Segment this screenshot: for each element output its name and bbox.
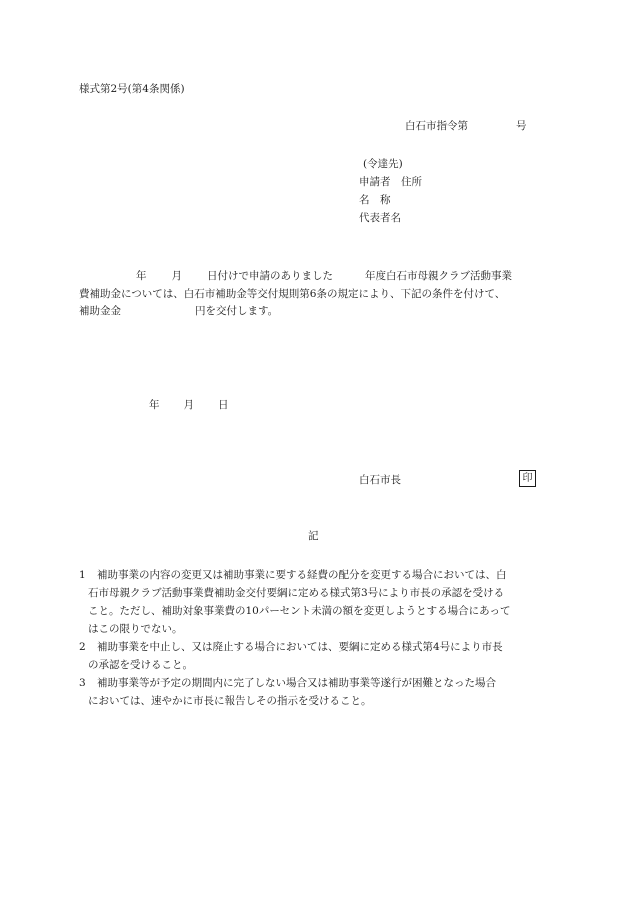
applicant-address-label: 申請者 住所 <box>359 176 422 188</box>
condition-item <box>79 674 549 710</box>
condition-line: はこの限りでない。 <box>88 623 183 635</box>
form-number: 様式第2号(第4条関係) <box>79 83 185 95</box>
body-date-phrase: 日付けで申請のありました <box>207 270 333 282</box>
body-line-3 <box>79 303 551 321</box>
order-number-prefix: 白石市指令第 <box>405 120 468 132</box>
body-amount-suffix: 円を交付します。 <box>195 305 279 317</box>
condition-item <box>79 638 549 674</box>
body-month: 月 <box>171 270 182 282</box>
condition-number: 3 <box>79 677 86 689</box>
condition-text <box>88 638 549 674</box>
condition-line: においては、速やかに市長に報告しその指示を受けること。 <box>88 695 372 707</box>
issue-date <box>149 400 229 411</box>
condition-line: 補助事業等が予定の期間内に完了しない場合又は補助事業等遂行が困難となった場合 <box>97 677 496 689</box>
body-line-1 <box>79 268 551 286</box>
condition-line: の承認を受けること。 <box>88 659 193 671</box>
applicant-name-label: 名 称 <box>359 194 391 206</box>
order-number-suffix: 号 <box>516 120 527 132</box>
condition-line: 補助事業を中止し、又は廃止する場合においては、要綱に定める様式第4号により市長 <box>97 641 503 653</box>
seal-mark: 印 <box>519 470 536 487</box>
condition-line: 石市母親クラブ活動事業費補助金交付要綱に定める様式第3号により市長の承認を受ける <box>88 587 505 599</box>
issue-month: 月 <box>183 399 194 411</box>
body-line-2: 費補助金については、白石市補助金等交付規則第6条の規定により、下記の条件を付けて、 <box>79 287 506 300</box>
condition-text <box>88 674 549 710</box>
notes-heading: 記 <box>308 530 319 542</box>
condition-number: 1 <box>79 569 86 581</box>
body-year: 年 <box>136 270 147 282</box>
condition-text <box>88 566 549 638</box>
condition-item <box>79 566 549 638</box>
body-amount-prefix: 補助金金 <box>79 305 121 317</box>
conditions-list <box>79 566 549 710</box>
issue-day: 日 <box>218 399 229 411</box>
issue-year: 年 <box>149 399 160 411</box>
condition-line: 補助事業の内容の変更又は補助事業に要する経費の配分を変更する場合においては、白 <box>97 569 507 581</box>
order-number <box>405 121 527 132</box>
grant-body-paragraph <box>79 268 551 321</box>
representative-name-label: 代表者名 <box>359 212 401 224</box>
addressee-honorific: (令達先) <box>363 158 403 170</box>
mayor-title: 白石市長 <box>359 474 401 486</box>
condition-number: 2 <box>79 641 86 653</box>
condition-line: こと。ただし、補助対象事業費の10パーセント未満の額を変更しようとする場合にあって <box>88 605 511 617</box>
body-fiscal-phrase: 年度白石市母親クラブ活動事業 <box>365 270 512 282</box>
